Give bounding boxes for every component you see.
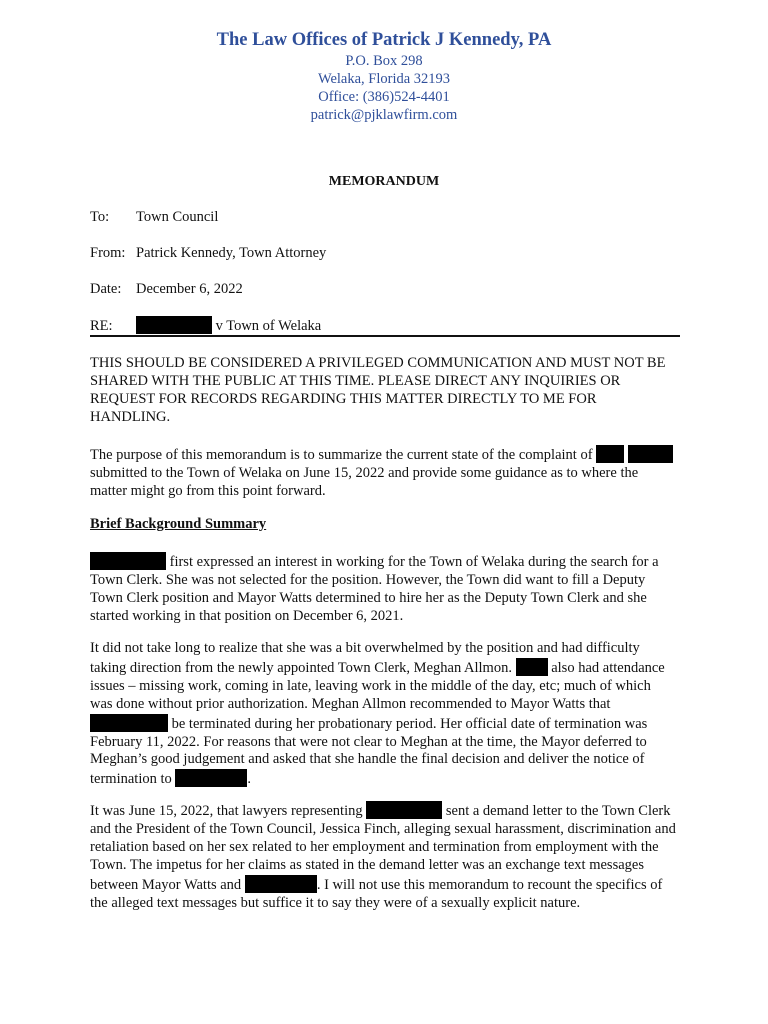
address-line-1: P.O. Box 298	[345, 53, 423, 69]
firm-name: The Law Offices of Patrick J Kennedy, PA	[216, 30, 552, 50]
redaction-block	[136, 316, 212, 334]
redaction-block	[628, 445, 673, 463]
purpose-text-a: The purpose of this memorandum is to summarize the current state of the complaint of	[90, 447, 593, 463]
to-value: Town Council	[136, 209, 219, 225]
demand-text-b: sent a demand letter to the Town Clerk and the President of the Town Council, Jessica Finch, alleging sexual harassment, discrimination and retaliation based on her sex related to her employment and termination from employment with the Town. The impetus for her claims as stated in the demand letter was an exchange text messages between Mayor Watts and	[90, 803, 676, 893]
from-label: From:	[90, 245, 126, 261]
header-divider	[90, 335, 680, 337]
from-line	[90, 245, 326, 262]
date-label: Date:	[90, 281, 122, 297]
background-text: first expressed an interest in working for the Town of Welaka during the search for a Town Clerk. She was not selected for the position. However, the Town did want to fill a Deputy Town Clerk position and Mayor Watts determined to hire her as the Deputy Town Clerk and she started working in that position on December 6, 2021.	[90, 554, 659, 624]
attendance-text-a: It did not take long to realize that she was a bit overwhelmed by the position and had difficulty taking direction from the newly appointed Town Clerk, Meghan Allmon.	[90, 640, 640, 676]
re-value: v Town of Welaka	[215, 318, 322, 334]
to-line	[90, 209, 218, 226]
letterhead	[0, 28, 768, 124]
attendance-text-c: be terminated during her probationary period. Her official date of termination was February 11, 2022. For reasons that were not clear to Meghan at the time, the Mayor deferred to Meghan’s good judgement and asked that she handle the final decision and deliver the notice of termination to	[90, 715, 648, 788]
attendance-text-d: .	[247, 771, 251, 788]
demand-text-a: It was June 15, 2022, that lawyers representing	[90, 803, 363, 819]
attendance-text-b: also had attendance issues – missing work, coming in late, leaving work in the middle of the day, etc; much of which was done without prior authorization. Meghan Allmon recommended to Mayor Watts that	[90, 659, 665, 712]
address-line-2: Welaka, Florida 32193	[317, 71, 451, 87]
background-heading: Brief Background Summary	[90, 516, 267, 532]
redaction-block	[516, 658, 548, 676]
date-value: December 6, 2022	[136, 281, 243, 297]
redaction-block	[175, 769, 247, 787]
redaction-block	[596, 445, 624, 463]
redaction-block	[245, 875, 317, 893]
background-paragraph	[90, 552, 676, 626]
email-address[interactable]: patrick@pjklawfirm.com	[310, 107, 458, 123]
purpose-text-b: submitted to the Town of Welaka on June 15, 2022 and provide some guidance as to where the matter might go from this point forward.	[90, 464, 639, 499]
re-label: RE:	[90, 318, 113, 334]
privileged-notice: THIS SHOULD BE CONSIDERED A PRIVILEGED COMMUNICATION AND MUST NOT BE SHARED WITH THE PUBLIC AT THIS TIME. PLEASE DIRECT ANY INQUIRIES OR REQUEST FOR RECORDS REGARDING THIS MATTER DIRECTLY TO ME FOR HANDLING.	[90, 355, 666, 425]
date-line	[90, 281, 243, 298]
office-phone: Office: (386)524-4401	[318, 89, 450, 105]
demand-text-c: . I will not use this memorandum to recount the specifics of the alleged text messages but suffice it to say they were of a sexually explicit nature.	[90, 876, 663, 911]
redaction-block	[366, 801, 442, 819]
redaction-block	[90, 552, 166, 570]
to-label: To:	[90, 209, 110, 225]
memo-title: MEMORANDUM	[328, 174, 440, 189]
demand-letter-paragraph	[90, 801, 676, 912]
from-value: Patrick Kennedy, Town Attorney	[136, 245, 327, 261]
attendance-paragraph	[90, 640, 676, 789]
re-line	[90, 316, 321, 335]
redaction-block	[90, 714, 168, 732]
purpose-paragraph	[90, 445, 676, 501]
